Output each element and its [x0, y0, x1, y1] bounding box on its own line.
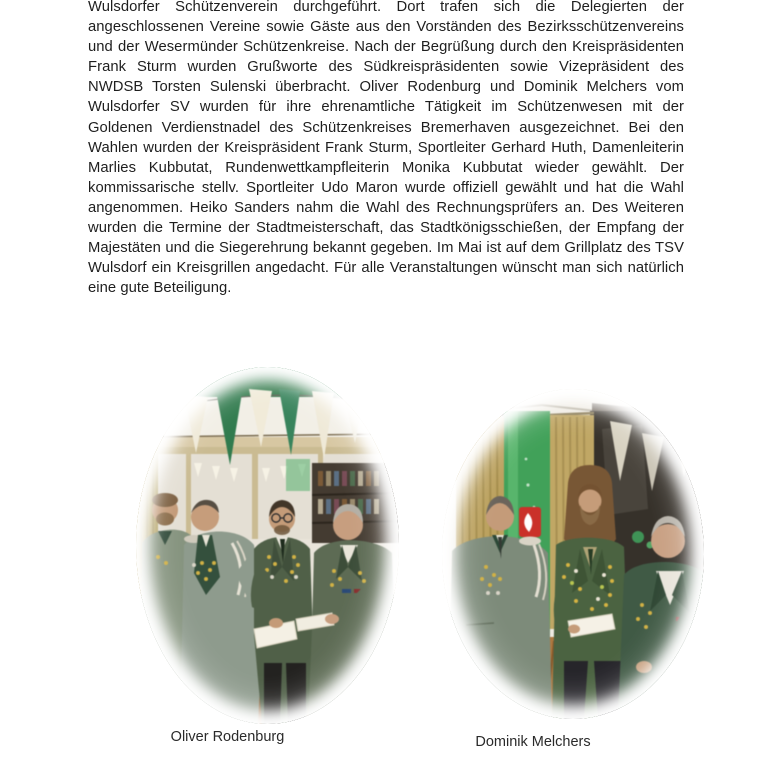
photo-right-scene: [442, 389, 704, 719]
photo-caption-dominik-melchers: Dominik Melchers: [475, 734, 591, 750]
photo-dominik-melchers: [442, 389, 704, 719]
photo-caption-oliver-rodenburg: Oliver Rodenburg: [170, 729, 285, 745]
ceiling-beam: [136, 437, 399, 447]
photo-left-scene: [136, 367, 399, 724]
article-paragraph: Wulsdorfer Schützenverein durchgeführt. Dort trafen sich die Delegierten der angeschlossenen Vereine sowie Gäste aus den Vorständen des Bezirksschützenvereins und der Wesermünder Schützenkreise. Nach der Begrüßung durch den Kreispräsidenten Frank Sturm wurden Grußworte des Südkreispräsidenten sowie Vizepräsident des NWDSB Torsten Sulenski überbracht. Oliver Rodenburg und Dominik Melchers vom Wulsdorfer SV wurden für ihre ehrenamtliche Tätigkeit im Schützenwesen mit der Goldenen Verdienstnadel des Schützenkreises Bremerhaven ausgezeichnet. Bei den Wahlen wurden der Kreispräsident Frank Sturm, Sportleiter Gerhard Huth, Damenleiterin Marlies Kubbutat, Rundenwettkampfleiterin Monika Kubbutat wieder gewählt. Der kommissarische stellv. Sportleiter Udo Maron wurde offiziell gewählt und hat die Wahl angenommen. Heiko Sanders nahm die Wahl des Rechnungsprüfers an. Des Weiteren wurden die Termine der Stadtmeisterschaft, das Stadtkönigsschießen, der Empfang der Majestäten und die Siegerehrung bekannt gegeben. Im Mai ist auf dem Grillplatz des TSV Wulsdorf ein Kreisgrillen angedacht. Für alle Veranstaltungen wünscht man sich natürlich eine gute Beteiligung.: [88, 0, 684, 297]
photo-oliver-rodenburg: [136, 367, 399, 724]
green-light-glow: [286, 459, 310, 491]
